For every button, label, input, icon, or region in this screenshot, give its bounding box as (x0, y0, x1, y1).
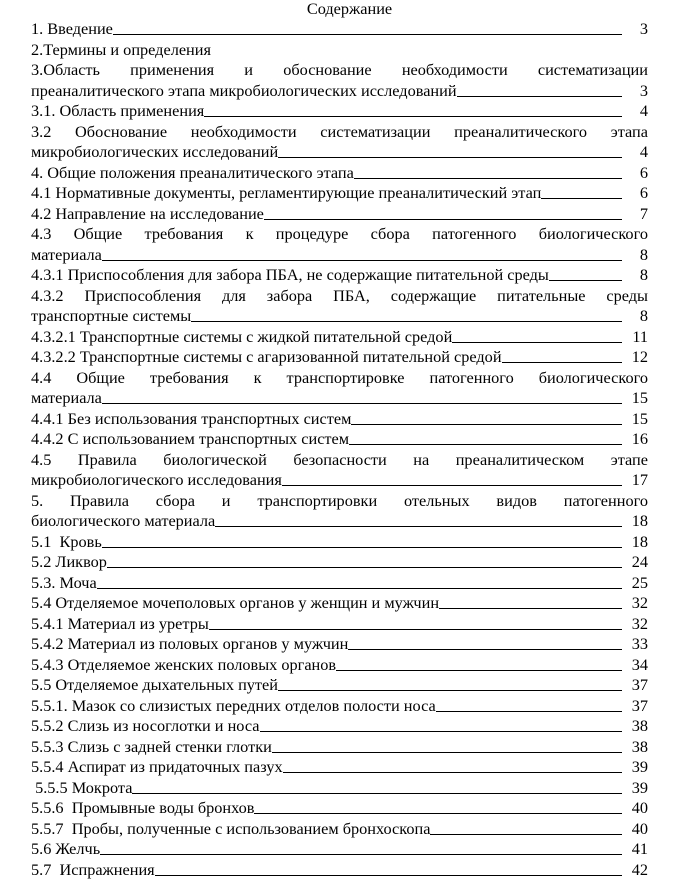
toc-entry-text-line: материала (31, 244, 102, 264)
toc-entry-text-line: 4.4.1 Без использования транспортных систем (31, 408, 352, 428)
toc-entry-text-line: 5.3. Моча (31, 572, 97, 592)
page-number: 32 (631, 613, 648, 633)
leader-line (209, 614, 622, 630)
toc-entry[interactable] (31, 655, 648, 676)
page-number: 16 (631, 429, 648, 448)
toc-entry-text-line: 4. Общие положения преаналитического этапа (31, 162, 354, 182)
toc-entry-text-line: 2.Термины и определения (31, 39, 211, 59)
toc-entry[interactable] (31, 839, 648, 860)
toc-entry-text-line: 5.4.3 Отделяемое женских половых органов (31, 654, 337, 674)
toc-entry-text-line: 4.1 Нормативные документы, регламентирующие преаналитический этап (31, 183, 542, 202)
toc-entry[interactable] (31, 450, 648, 491)
page-number: 15 (631, 388, 648, 407)
toc-entry-text-line: 4.4.2 С использованием транспортных систем (31, 429, 350, 448)
leader-line (272, 737, 622, 753)
toc-entry[interactable] (31, 798, 648, 819)
page-number: 39 (631, 757, 648, 776)
leader-line (278, 675, 622, 691)
toc-entry-text-line: 4.2 Направление на исследование (31, 203, 264, 223)
toc-entry-text-line: 5.5.3 Слизь с задней стенки глотки (31, 736, 272, 756)
toc-entry[interactable] (31, 778, 648, 799)
toc-entry[interactable] (31, 183, 648, 204)
toc-entry[interactable] (31, 675, 648, 696)
toc-entry[interactable] (31, 552, 648, 573)
leader-line (541, 183, 622, 199)
leader-line (336, 655, 622, 671)
toc-entry[interactable] (31, 573, 648, 594)
toc-entry[interactable] (31, 696, 648, 717)
page-number: 42 (631, 859, 648, 879)
page-number: 37 (631, 675, 648, 694)
toc-entry-text-line: 5.5 Отделяемое дыхательных путей (31, 675, 278, 694)
toc-entry[interactable] (31, 429, 648, 450)
toc-entry-text-line: 5.5.1. Мазок со слизистых передних отделов полости носа (31, 695, 436, 715)
toc-entry-text-line: 3.2 Обоснование необходимости систематизации преаналитического этапа (31, 121, 648, 141)
toc-entry-text-line: 5.5.7 Пробы, полученные с использованием бронхоскопа (31, 818, 431, 838)
page-number: 8 (639, 306, 648, 325)
leader-line (155, 860, 622, 876)
page-number: 18 (631, 531, 648, 551)
leader-line (264, 204, 622, 220)
leader-line (113, 19, 622, 35)
page-number: 32 (631, 593, 648, 612)
leader-line (107, 552, 622, 568)
leader-line (349, 429, 622, 445)
page-number: 6 (639, 183, 648, 202)
leader-line (457, 81, 622, 97)
toc-entry-text-line: 4.3.2.1 Транспортные системы с жидкой питательной средой (31, 326, 453, 346)
toc-entry-text-line: материала (31, 388, 102, 407)
leader-line (348, 634, 622, 650)
toc-entry[interactable] (31, 163, 648, 184)
page-number: 37 (631, 695, 648, 715)
page-number: 41 (631, 839, 648, 858)
leader-line (215, 511, 622, 527)
leader-line (254, 798, 622, 814)
toc-entry-text-line: преаналитического этапа микробиологических исследований (31, 80, 457, 100)
toc-entry-text-line: биологического материала (31, 511, 216, 530)
toc-entry[interactable] (31, 60, 648, 101)
toc-entry-text-line: 5.2 Ликвор (31, 552, 107, 571)
leader-line (102, 245, 622, 261)
toc-entry[interactable] (31, 593, 648, 614)
page-number: 34 (631, 654, 648, 674)
toc-entry[interactable] (31, 19, 648, 40)
page-number: 12 (631, 347, 648, 366)
toc-entry-text-line: 5. Правила сбора и транспортировки отельных видов патогенного (31, 490, 648, 510)
toc-entry[interactable] (31, 286, 648, 327)
leader-line (260, 716, 622, 732)
page-number: 40 (631, 818, 648, 838)
leader-line (354, 163, 622, 179)
toc-entry-text-line: 5.5.4 Аспират из придаточных пазух (31, 757, 283, 776)
page-number: 3 (639, 19, 648, 38)
leader-line (351, 409, 622, 425)
page-number: 8 (639, 265, 648, 284)
page-number: 3 (639, 80, 648, 100)
page-number: 38 (631, 736, 648, 756)
toc-entry-text-line: 5.5.6 Промывные воды бронхов (31, 798, 255, 817)
leader-line (430, 819, 622, 835)
leader-line (191, 306, 622, 322)
page-number: 15 (631, 408, 648, 428)
leader-line (102, 388, 622, 404)
page-number: 11 (632, 326, 648, 346)
page-number: 40 (631, 798, 648, 817)
leader-line (278, 142, 622, 158)
toc-entry[interactable] (31, 224, 648, 265)
leader-line (436, 696, 622, 712)
leader-line (452, 327, 622, 343)
toc-entry[interactable] (31, 40, 648, 61)
toc-entry[interactable] (31, 716, 648, 737)
toc-entry-text-line: 3.Область применения и обоснование необходимости систематизации (31, 60, 648, 79)
leader-line (100, 839, 622, 855)
toc-entry-text-line: 5.4.2 Материал из половых органов у мужчин (31, 634, 349, 653)
toc-entry-text-line: микробиологического исследования (31, 470, 282, 489)
page-number: 4 (639, 142, 648, 161)
page-number: 8 (639, 244, 648, 264)
toc-entry[interactable] (31, 327, 648, 348)
leader-line (283, 757, 622, 773)
toc-entry[interactable] (31, 860, 648, 881)
leader-line (282, 470, 622, 486)
toc-entry-text-line: 5.5.2 Слизь из носоглотки и носа (31, 716, 260, 735)
toc-entry-text-line: транспортные системы (31, 306, 192, 325)
page-number: 7 (639, 203, 648, 223)
toc-entry-text-line: 5.1 Кровь (31, 531, 102, 551)
toc-title: Содержание (306, 0, 393, 18)
table-of-contents (31, 19, 648, 880)
toc-entry[interactable] (31, 265, 648, 286)
toc-entry[interactable] (31, 122, 648, 163)
toc-entry[interactable] (31, 737, 648, 758)
page-number: 6 (639, 162, 648, 182)
toc-entry-text-line: 5.5.5 Мокрота (31, 777, 133, 797)
toc-entry[interactable] (31, 491, 648, 532)
toc-entry-text-line: микробиологических исследований (31, 142, 279, 161)
leader-line (102, 532, 622, 548)
toc-entry-text-line: 4.3 Общие требования к процедуре сбора патогенного биологического (31, 224, 648, 243)
toc-entry-text-line: 4.3.1 Приспособления для забора ПБА, не содержащие питательной среды (31, 265, 549, 284)
leader-line (549, 265, 622, 281)
leader-line (204, 101, 622, 117)
leader-line (132, 778, 622, 794)
toc-entry[interactable] (31, 368, 648, 409)
page-number: 4 (639, 101, 648, 120)
toc-entry-text-line: 4.5 Правила биологической безопасности на преаналитическом этапе (31, 449, 648, 469)
toc-entry[interactable] (31, 757, 648, 778)
leader-line (502, 347, 622, 363)
toc-entry-text-line: 3.1. Область применения (31, 101, 205, 120)
toc-entry-text-line: 1. Введение (31, 19, 113, 38)
toc-entry-text-line: 5.6 Желчь (31, 839, 101, 858)
page-number: 33 (631, 634, 648, 653)
page-number: 24 (631, 552, 648, 571)
toc-entry-text-line: 4.4 Общие требования к транспортировке патогенного биологического (31, 367, 648, 387)
toc-entry[interactable] (31, 409, 648, 430)
toc-entry[interactable] (31, 634, 648, 655)
toc-entry-text-line: 4.3.2 Приспособления для забора ПБА, содержащие питательные среды (31, 285, 648, 305)
page-number: 18 (631, 511, 648, 530)
toc-entry[interactable] (31, 819, 648, 840)
page-number: 39 (631, 777, 648, 797)
page-number: 25 (631, 572, 648, 592)
toc-entry-text-line: 5.4.1 Материал из уретры (31, 613, 209, 633)
toc-entry-text-line: 5.4 Отделяемое мочеполовых органов у женщин и мужчин (31, 593, 440, 612)
toc-entry-text-line: 5.7 Испражнения (31, 859, 155, 879)
toc-entry[interactable] (31, 532, 648, 553)
toc-entry[interactable] (31, 347, 648, 368)
leader-line (97, 573, 622, 589)
page-number: 38 (631, 716, 648, 735)
page-number: 17 (631, 470, 648, 489)
toc-entry[interactable] (31, 204, 648, 225)
toc-entry[interactable] (31, 614, 648, 635)
toc-entry[interactable] (31, 101, 648, 122)
leader-line (439, 593, 622, 609)
toc-entry-text-line: 4.3.2.2 Транспортные системы с агаризованной питательной средой (31, 347, 502, 366)
